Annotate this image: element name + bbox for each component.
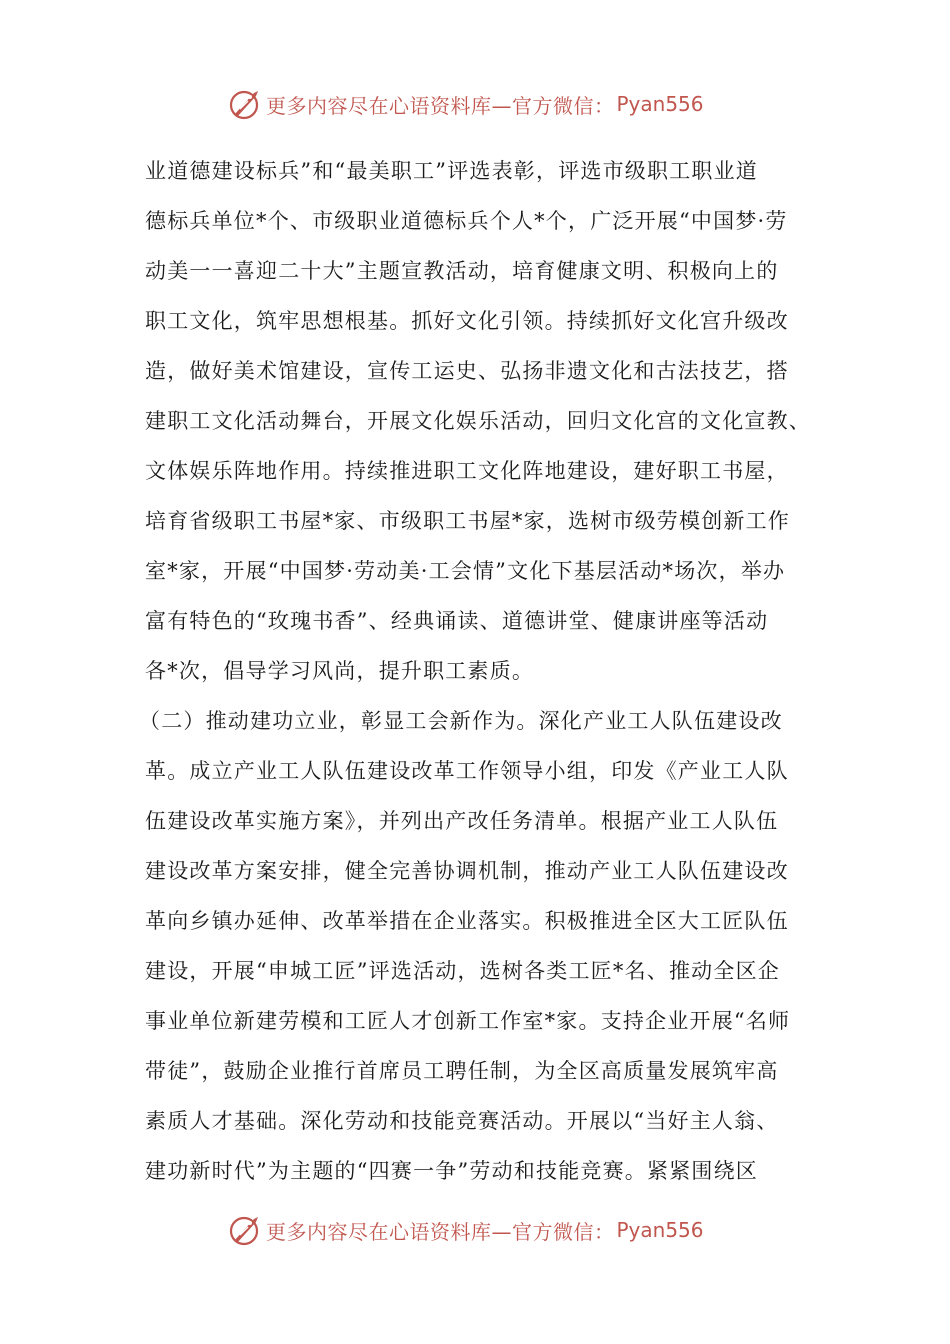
text-line: 富有特色的“玫瑰书香”、经典诵读、道德讲堂、健康讲座等活动 bbox=[145, 609, 769, 633]
watermark-wechat-id: Pyan556 bbox=[616, 92, 704, 116]
text-line: 各*次，倡导学习风尚，提升职工素质。 bbox=[145, 659, 535, 683]
text-line: 造，做好美术馆建设，宣传工运史、弘扬非遗文化和古法技艺，搭 bbox=[145, 359, 789, 383]
text-line: 德标兵单位*个、市级职业道德标兵个人*个，广泛开展“中国梦·劳 bbox=[145, 209, 788, 233]
text-line: 带徒”，鼓励企业推行首席员工聘任制，为全区高质量发展筑牢高 bbox=[145, 1059, 779, 1083]
pen-feather-icon bbox=[228, 1213, 262, 1247]
text-line: 伍建设改革实施方案》，并列出产改任务清单。根据产业工人队伍 bbox=[145, 809, 779, 833]
header-watermark bbox=[228, 84, 748, 124]
text-line: 室*家，开展“中国梦·劳动美·工会情”文化下基层活动*场次，举办 bbox=[145, 559, 786, 583]
watermark-text: 更多内容尽在心语资料库—官方微信： bbox=[266, 1219, 615, 1244]
text-line: 建设，开展“申城工匠”评选活动，选树各类工匠*名、推动全区企 bbox=[145, 959, 780, 983]
watermark-text: 更多内容尽在心语资料库—官方微信： bbox=[266, 93, 615, 118]
text-line: 业道德建设标兵”和“最美职工”评选表彰，评选市级职工职业道 bbox=[145, 159, 759, 183]
section-heading-line: （二）推动建功立业，彰显工会新作为。深化产业工人队伍建设改 bbox=[139, 709, 783, 733]
document-body bbox=[139, 146, 825, 1196]
text-line: 动美一一喜迎二十大”主题宣教活动，培育健康文明、积极向上的 bbox=[145, 259, 779, 283]
text-line: 革。成立产业工人队伍建设改革工作领导小组，印发《产业工人队 bbox=[145, 759, 789, 783]
text-line: 建功新时代”为主题的“四赛一争”劳动和技能竞赛。紧紧围绕区 bbox=[145, 1159, 759, 1183]
pen-feather-icon bbox=[228, 87, 262, 121]
watermark-wechat-id: Pyan556 bbox=[616, 1218, 704, 1242]
text-line: 文体娱乐阵地作用。持续推进职工文化阵地建设，建好职工书屋， bbox=[145, 459, 789, 483]
text-line: 素质人才基础。深化劳动和技能竞赛活动。开展以“当好主人翁、 bbox=[145, 1109, 779, 1133]
text-line: 培育省级职工书屋*家、市级职工书屋*家，选树市级劳模创新工作 bbox=[145, 509, 790, 533]
text-line: 建职工文化活动舞台，开展文化娱乐活动，回归文化宫的文化宣教、 bbox=[145, 409, 811, 433]
text-line: 革向乡镇办延伸、改革举措在企业落实。积极推进全区大工匠队伍 bbox=[145, 909, 789, 933]
text-line: 事业单位新建劳模和工匠人才创新工作室*家。支持企业开展“名师 bbox=[145, 1009, 791, 1033]
text-line: 职工文化，筑牢思想根基。抓好文化引领。持续抓好文化宫升级改 bbox=[145, 309, 789, 333]
text-line: 建设改革方案安排，健全完善协调机制，推动产业工人队伍建设改 bbox=[145, 859, 789, 883]
footer-watermark bbox=[228, 1210, 748, 1250]
